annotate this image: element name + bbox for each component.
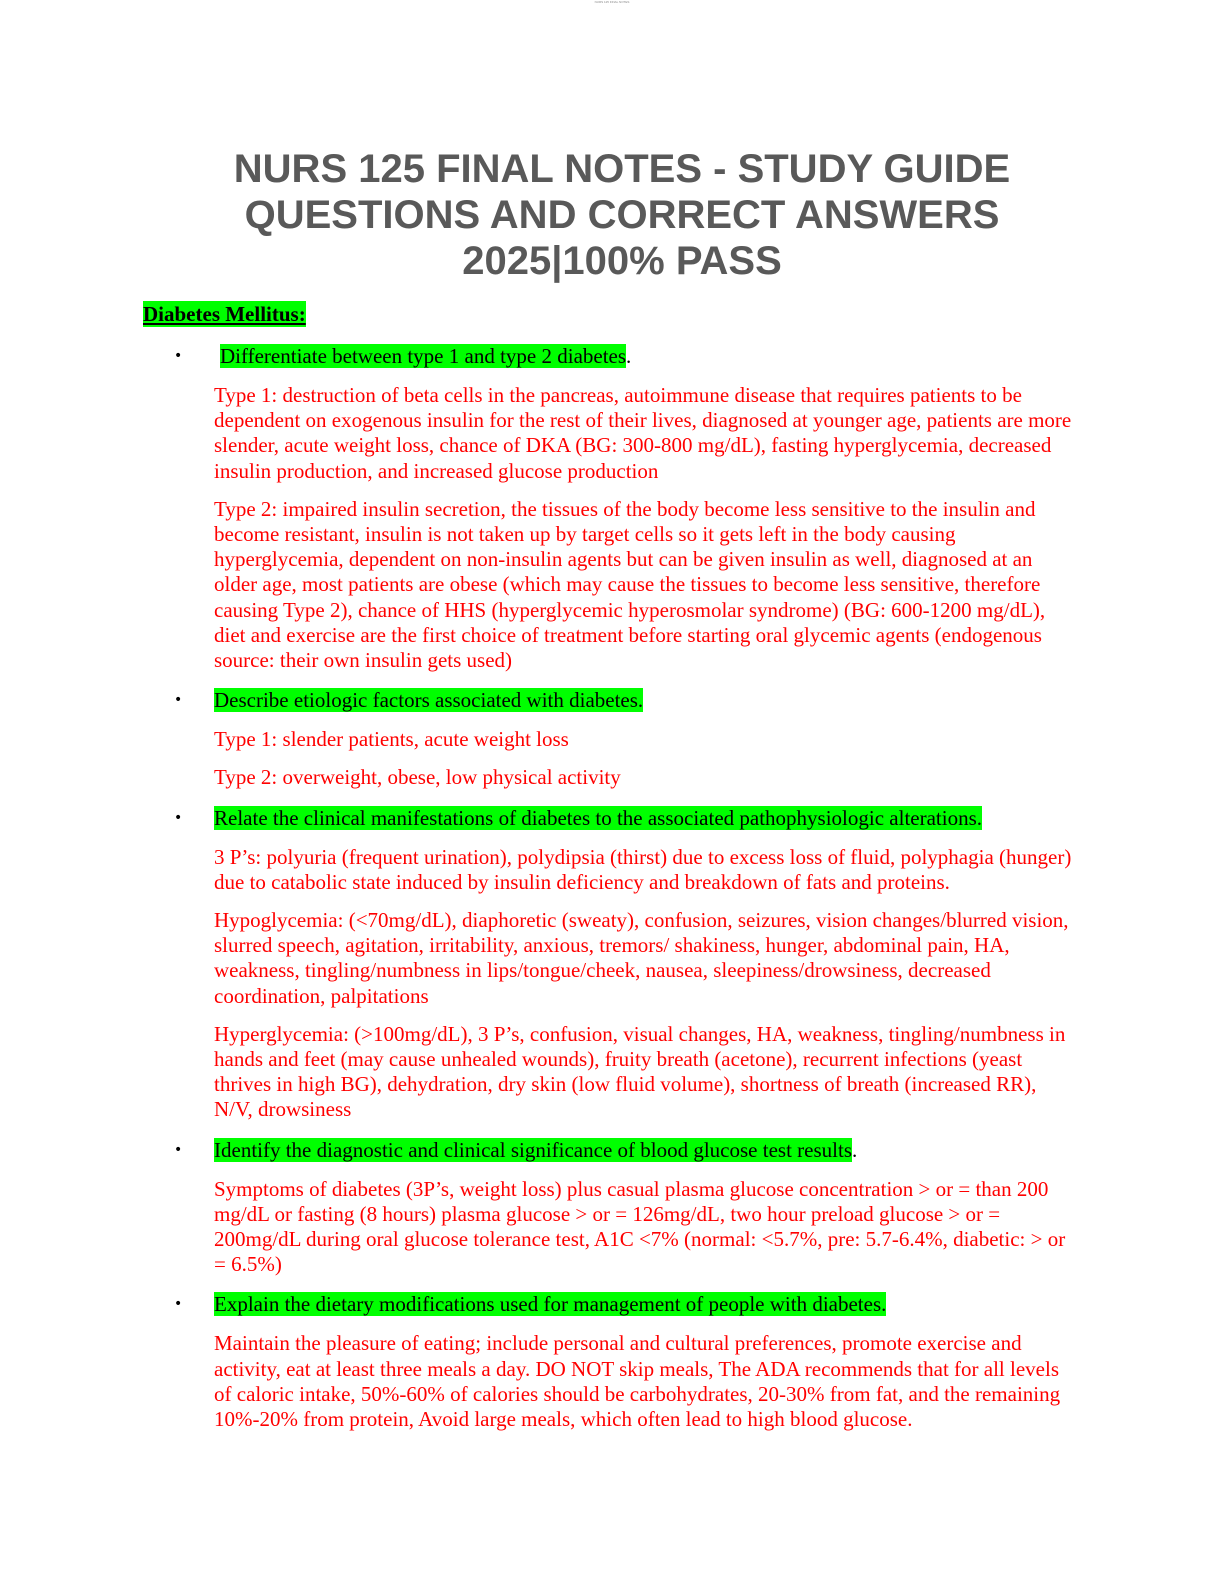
bullet-icon: • xyxy=(174,1141,183,1158)
section-heading: Diabetes Mellitus: xyxy=(143,302,306,326)
bullet-icon: • xyxy=(174,809,183,826)
page-header-mark: NURS 125 FINAL NOTES xyxy=(594,0,630,4)
document-title xyxy=(160,146,1084,284)
answer: Hyperglycemia: (>100mg/dL), 3 P’s, confusion, visual changes, HA, weakness, tingling/numbness in hands and feet (may cause unhealed wounds), fruity breath (acetone), recurrent infections (yeast thrives in high BG), dehydration, dry skin (low fluid volume), shortness of breath (increased RR), N/V, drowsiness xyxy=(214,1021,1066,1122)
list-item xyxy=(0,1136,1224,1278)
answer: Type 2: overweight, obese, low physical activity xyxy=(214,765,621,790)
answer: Symptoms of diabetes (3P’s, weight loss) plus casual plasma glucose concentration > or = than 200 mg/dL or fasting (8 hours) plasma glucose > or = 126mg/dL, two hour preload glucose > or = 200mg/dL during oral glucose tolerance test, A1C <7% (normal: <5.7%, pre: 5.7-6.4%, diabetic: > or = 6.5%) xyxy=(214,1176,1066,1277)
question-suffix: . xyxy=(852,1137,858,1162)
question-suffix: . xyxy=(626,344,632,368)
bullet-icon: • xyxy=(174,1296,183,1313)
question-text: Explain the dietary modifications used for management of people with diabetes. xyxy=(214,1292,887,1317)
title-line: QUESTIONS AND CORRECT ANSWERS xyxy=(244,193,1000,237)
answer: 3 P’s: polyuria (frequent urination), polydipsia (thirst) due to excess loss of fluid, polyphagia (hunger) due to catabolic state induced by insulin deficiency and breakdown of fats and proteins. xyxy=(214,844,1072,894)
question xyxy=(214,1290,1084,1318)
title-line: NURS 125 FINAL NOTES - STUDY GUIDE xyxy=(233,147,1011,191)
list-item xyxy=(0,342,1224,673)
question-text: Identify the diagnostic and clinical significance of blood glucose test results xyxy=(214,1137,852,1162)
list-item xyxy=(0,804,1224,1123)
question-text: Relate the clinical manifestations of diabetes to the associated pathophysiologic alterations. xyxy=(214,805,983,830)
list-item xyxy=(0,1290,1224,1432)
study-guide-content xyxy=(0,342,1224,1445)
question xyxy=(214,686,1084,714)
question xyxy=(214,804,1084,832)
answer: Type 1: slender patients, acute weight loss xyxy=(214,727,569,752)
bullet-icon: • xyxy=(174,348,183,364)
answer: Maintain the pleasure of eating; include personal and cultural preferences, promote exercise and activity, eat at least three meals a day. DO NOT skip meals, The ADA recommends that for all levels of caloric intake, 50%-60% of calories should be carbohydrates, 20-30% from fat, and the remaining 10%-20% from protein, Avoid large meals, which often lead to high blood glucose. xyxy=(214,1331,1061,1432)
question-text: Describe etiologic factors associated with diabetes. xyxy=(214,688,644,713)
question-text: Differentiate between type 1 and type 2 diabetes xyxy=(220,344,627,368)
list-item xyxy=(0,686,1224,790)
answer: Type 1: destruction of beta cells in the pancreas, autoimmune disease that requires patients to be dependent on exogenous insulin for the rest of their lives, diagnosed at younger age, patients are more slender, acute weight loss, chance of DKA (BG: 300-800 mg/dL), fasting hyperglycemia, decreased insulin production, and increased glucose production xyxy=(214,383,1072,483)
answer: Hypoglycemia: (<70mg/dL), diaphoretic (sweaty), confusion, seizures, vision changes/blurred vision, slurred speech, agitation, irritability, anxious, tremors/ shakiness, hunger, abdominal pain, HA, weakness, tingling/numbness in lips/tongue/cheek, nausea, sleepiness/drowsiness, decreased coordination, palpitations xyxy=(214,908,1069,1008)
bullet-icon: • xyxy=(174,692,183,709)
question xyxy=(214,342,1090,370)
title-line: 2025|100% PASS xyxy=(462,239,782,283)
answer: Type 2: impaired insulin secretion, the tissues of the body become less sensitive to the insulin and become resistant, insulin is not taken up by target cells so it gets left in the body causing hyperglycemia, dependent on non-insulin agents but can be given insulin as well, diagnosed at an older age, most patients are obese (which may cause the tissues to become less sensitive, therefore causing Type 2), chance of HHS (hyperglycemic hyperosmolar syndrome) (BG: 600-1200 mg/dL), diet and exercise are the first choice of treatment before starting oral glycemic agents (endogenous source: their own insulin gets used) xyxy=(214,496,1046,673)
question xyxy=(214,1136,1084,1164)
